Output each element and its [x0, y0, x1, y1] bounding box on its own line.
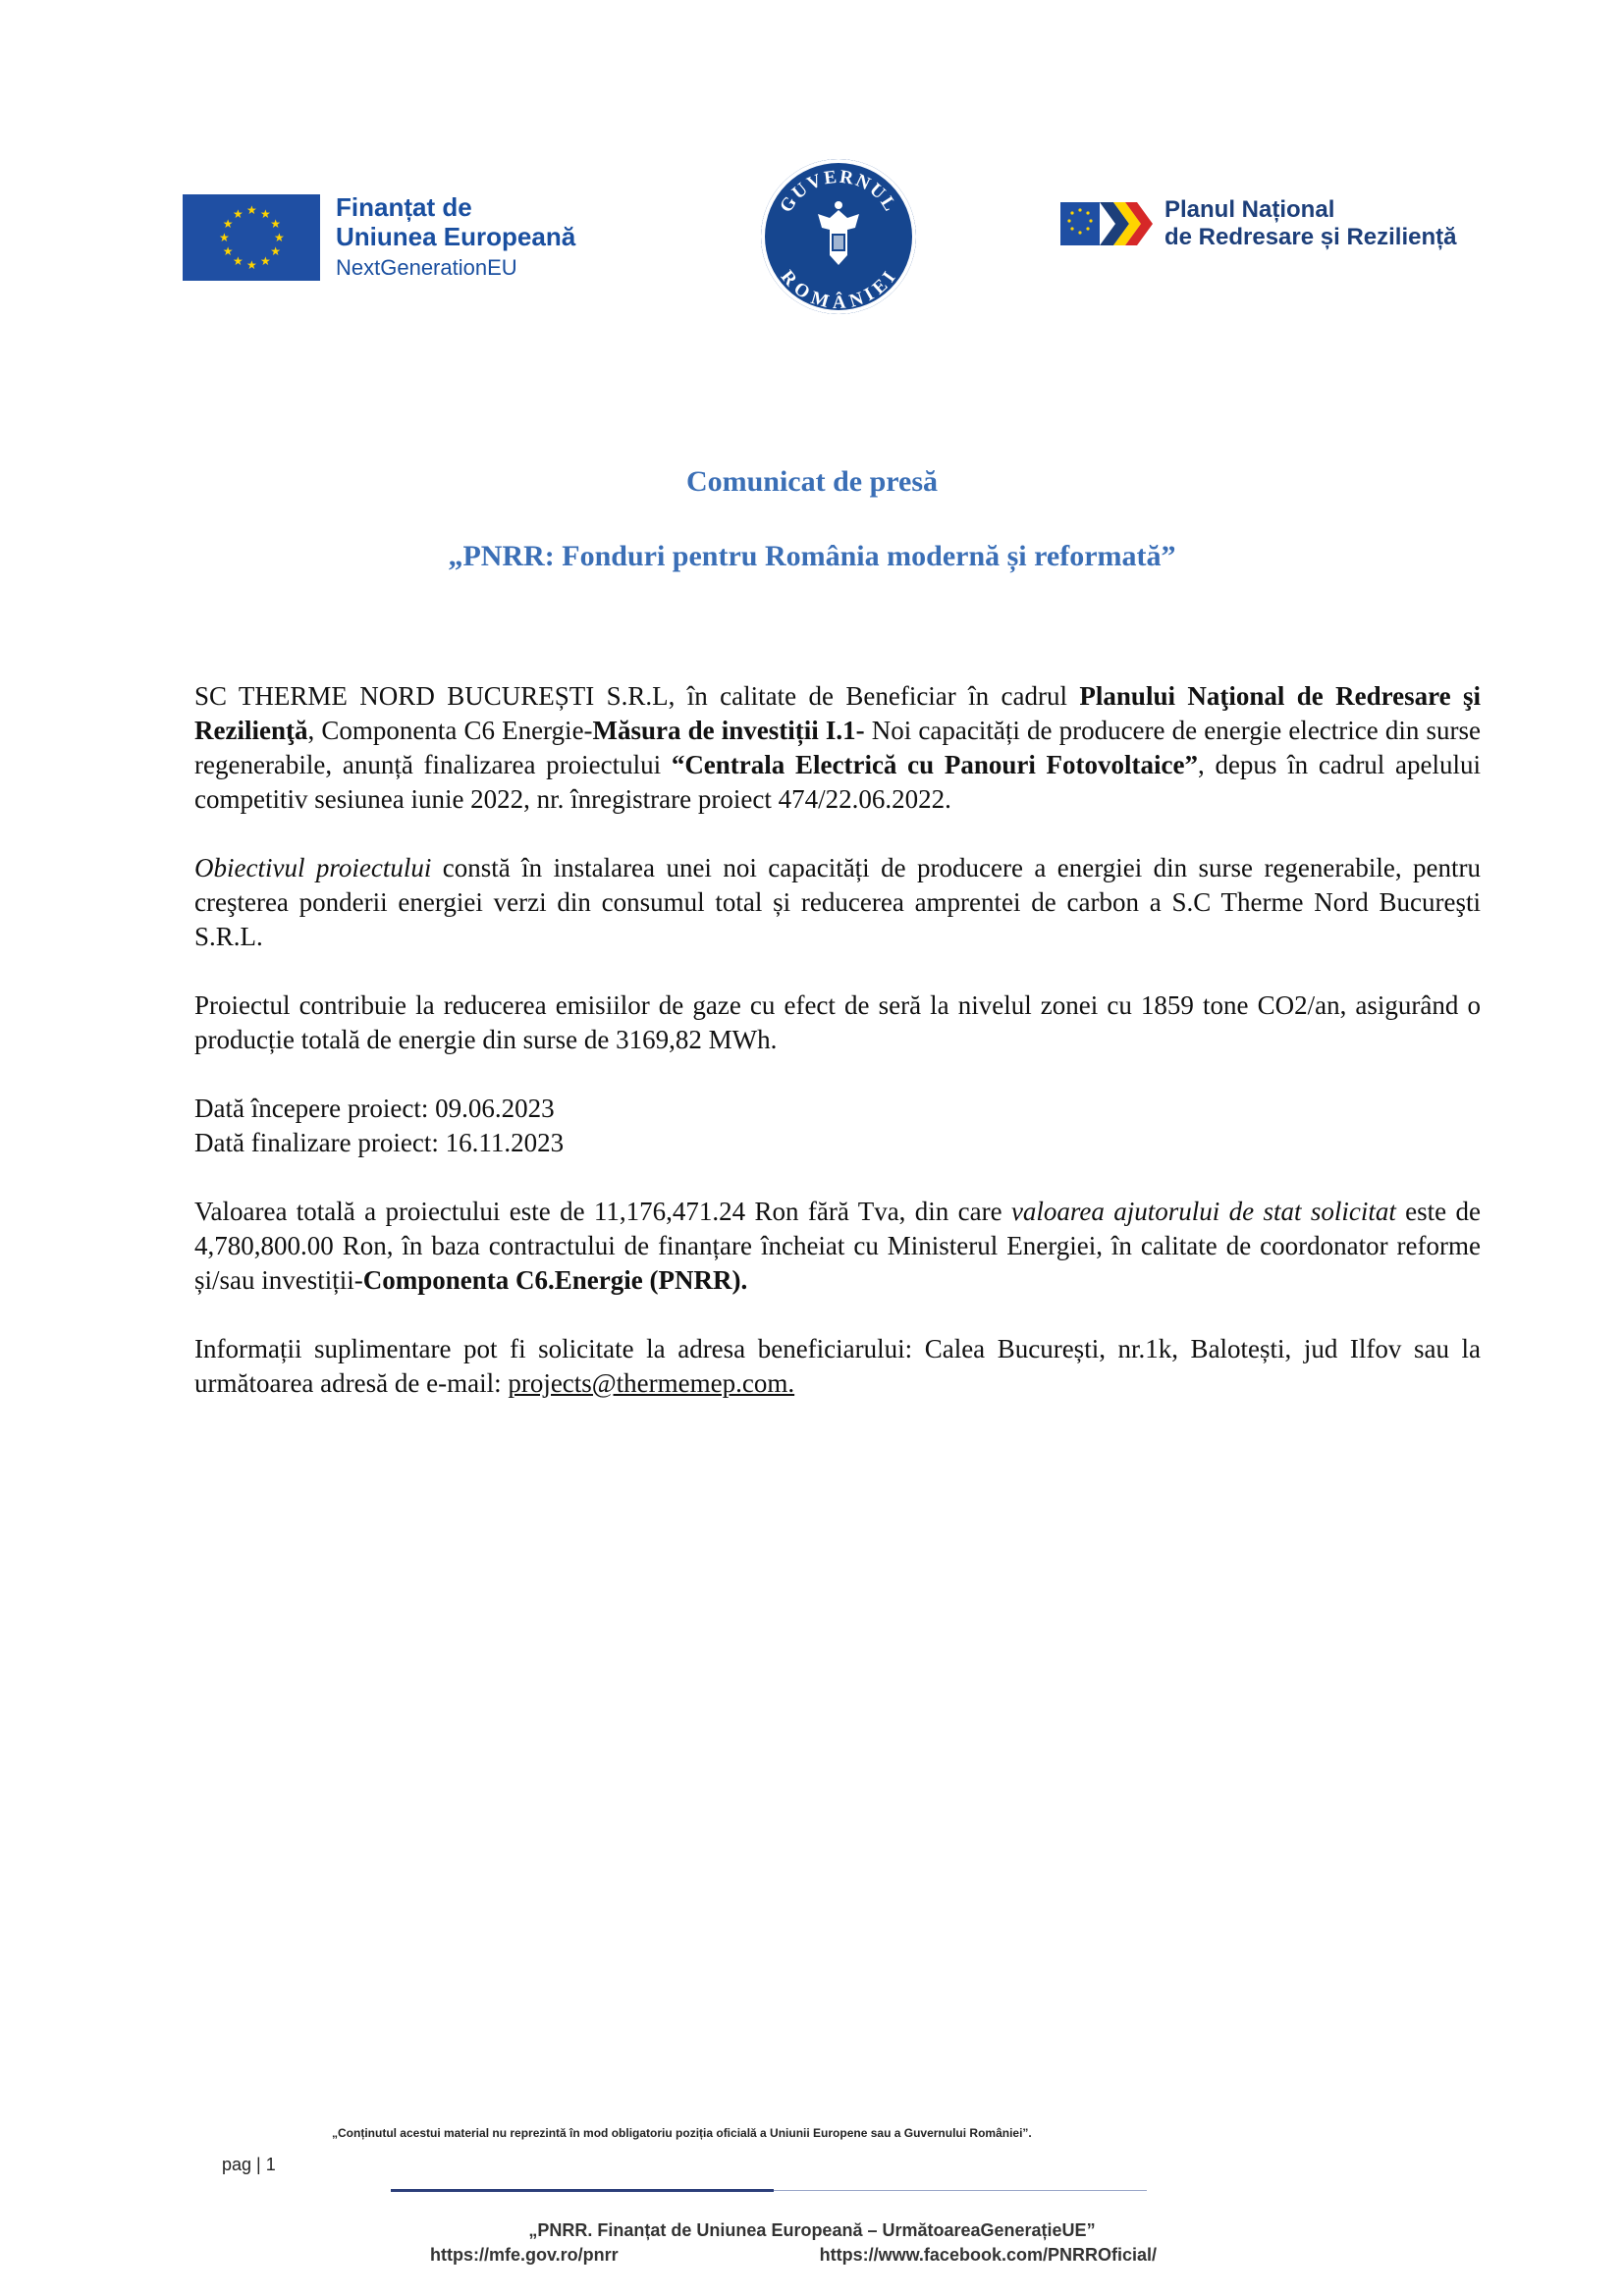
eu-star-icon: ★ — [233, 254, 244, 269]
text-segment: Noi capacități de producere de energie electrice din surse regenerabile, anunță finalizarea proiectului — [194, 716, 1481, 779]
eu-star-icon: ★ — [274, 231, 285, 244]
project-name: “Centrala Electrică cu Panouri Fotovoltaice” — [671, 750, 1198, 779]
text-segment: SC THERME NORD BUCUREȘTI S.R.L, în calitate de Beneficiar în cadrul — [194, 681, 1080, 711]
pnrr-logo-line2: de Redresare și Reziliență — [1164, 224, 1457, 250]
seal-bottom-text: ROMÂNIEI — [776, 266, 901, 313]
paragraph-contribution: Proiectul contribuie la reducerea emisiilor de gaze cu efect de seră la nivelul zonei cu 1859 tone CO2/an, asigurând o producție totală de energie din surse de 3169,82 MWh. — [194, 990, 1481, 1054]
text-segment-italic: Obiectivul proiectului — [194, 853, 432, 882]
eu-funding-logo — [183, 192, 575, 283]
eu-logo-text — [336, 192, 575, 283]
text-segment-bold: Măsura de investiții I.1- — [592, 716, 865, 745]
government-seal-icon — [761, 159, 916, 314]
eu-logo-line1: Finanțat de — [336, 192, 472, 222]
eu-flag-icon — [183, 194, 320, 281]
eu-star-icon: ★ — [222, 217, 234, 231]
pnrr-logo-line1: Planul Național — [1164, 196, 1335, 223]
project-end-date: Dată finalizare proiect: 16.11.2023 — [194, 1128, 565, 1157]
eu-star-icon: ★ — [260, 206, 271, 221]
eu-star-icon: ★ — [270, 244, 281, 258]
eu-logo-line3: NextGenerationEU — [336, 255, 517, 280]
text-segment: Valoarea totală a proiectului este de 11,176,471.24 Ron fără Tva, din care — [194, 1197, 1011, 1226]
footer-disclaimer: „Conținutul acestui material nu reprezintă în mod obligatoriu poziția oficială a Uniunii Europene sau a Guvernului României”. — [332, 2126, 1032, 2140]
eu-star-icon: ★ — [219, 231, 230, 244]
text-segment: este de 4,780,800.00 Ron, în baza contractului de finanțare încheiat cu Ministerul Energiei, în calitate de coordonator reforme și/sau investiții- — [194, 1197, 1481, 1295]
footer-link-mfe[interactable]: https://mfe.gov.ro/pnrr — [430, 2245, 619, 2265]
footer-divider — [391, 2189, 774, 2192]
svg-text:ROMÂNIEI — [777, 267, 901, 313]
press-release-subtitle: „PNRR: Fonduri pentru România modernă și reformată” — [448, 540, 1176, 572]
text-segment: Informații suplimentare pot fi solicitate la adresa beneficiarului: Calea București, nr.1k, Balotești, jud Ilfov sau la următoarea adresă de e-mail: — [194, 1334, 1481, 1398]
text-segment: , Componenta C6 Energie- — [307, 716, 593, 745]
pnrr-flag-arrow-icon — [1060, 198, 1159, 249]
press-release-title: Comunicat de presă — [685, 465, 939, 498]
seal-top-text: GUVERNUL — [776, 166, 901, 217]
text-segment-bold: Planului Naţional de Redresare şi Rezilienţă — [194, 681, 1482, 745]
footer-link-facebook[interactable]: https://www.facebook.com/PNRROficial/ — [819, 2245, 1157, 2265]
text-segment-italic: valoarea ajutorului de stat solicitat — [1010, 1197, 1396, 1226]
page-number: pag | 1 — [222, 2155, 276, 2174]
pnrr-logo-text — [1164, 196, 1456, 251]
footer-divider-light — [774, 2190, 1147, 2191]
eu-star-icon: ★ — [246, 258, 257, 272]
text-segment: , depus în cadrul apelului competitiv sesiunea iunie 2022, nr. înregistrare proiect 474/22.06.2022. — [194, 750, 1481, 814]
government-seal-logo — [761, 159, 916, 314]
eu-star-icon: ★ — [222, 244, 234, 258]
eu-logo-line2: Uniunea Europeană — [336, 222, 576, 251]
paragraph-value — [194, 1195, 1481, 1298]
eu-star-icon: ★ — [233, 206, 244, 221]
eu-star-icon: ★ — [246, 203, 257, 217]
eu-star-icon: ★ — [270, 217, 281, 231]
paragraph-beneficiary — [194, 679, 1481, 817]
footer-links — [430, 2245, 1157, 2266]
text-segment: constă în instalarea unei noi capacități de producere a energiei din surse regenerabile, pentru creşterea ponderii energiei verzi din consumul total și reducerea amprentei de carbon a S.C Therme Nord Bucureşti S.R.L. — [194, 853, 1482, 951]
footer-slogan: „PNRR. Finanțat de Uniunea Europeană – UrmătoareaGenerațieUE” — [528, 2220, 1096, 2240]
email-link[interactable]: projects@thermemep.com. — [508, 1368, 795, 1398]
text-segment-bold: Componenta C6.Energie (PNRR). — [362, 1265, 748, 1295]
press-release-body — [194, 679, 1481, 1401]
paragraph-contact — [194, 1332, 1481, 1401]
project-dates — [194, 1092, 1481, 1160]
pnrr-logo — [1060, 196, 1456, 251]
eu-star-icon: ★ — [260, 254, 271, 269]
paragraph-objective — [194, 851, 1481, 954]
project-start-date: Dată începere proiect: 09.06.2023 — [194, 1094, 555, 1123]
